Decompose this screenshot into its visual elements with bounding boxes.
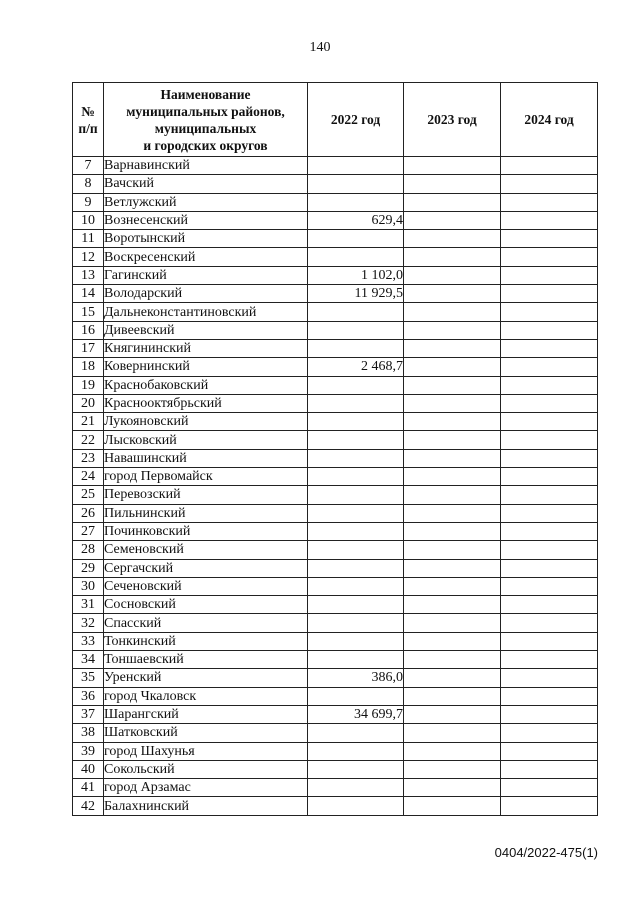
header-2022: 2022 год <box>308 83 404 157</box>
municipality-name: Воскресенский <box>104 248 308 266</box>
value-2023 <box>404 559 501 577</box>
value-2022 <box>308 431 404 449</box>
header-2024: 2024 год <box>501 83 598 157</box>
value-2023 <box>404 211 501 229</box>
document-code: 0404/2022-475(1) <box>494 845 598 860</box>
municipality-name: Навашинский <box>104 449 308 467</box>
municipality-name: Пильнинский <box>104 504 308 522</box>
table-row <box>73 230 598 248</box>
row-number: 8 <box>73 175 104 193</box>
municipality-name: Краснооктябрьский <box>104 394 308 412</box>
value-2022 <box>308 632 404 650</box>
value-2022 <box>308 614 404 632</box>
municipality-name: Воротынский <box>104 230 308 248</box>
value-2023 <box>404 266 501 284</box>
value-2024 <box>501 596 598 614</box>
header-name: Наименование муниципальных районов, муниципальных и городских округов <box>104 83 308 157</box>
value-2023 <box>404 797 501 815</box>
row-number: 22 <box>73 431 104 449</box>
value-2022 <box>308 651 404 669</box>
row-number: 20 <box>73 394 104 412</box>
value-2023 <box>404 705 501 723</box>
table-row <box>73 339 598 357</box>
municipality-name: Сеченовский <box>104 577 308 595</box>
table-row <box>73 577 598 595</box>
value-2023 <box>404 687 501 705</box>
municipality-name: Володарский <box>104 285 308 303</box>
value-2024 <box>501 413 598 431</box>
table-row <box>73 394 598 412</box>
table-row <box>73 596 598 614</box>
value-2023 <box>404 760 501 778</box>
row-number: 10 <box>73 211 104 229</box>
value-2024 <box>501 577 598 595</box>
value-2022 <box>308 394 404 412</box>
value-2023 <box>404 486 501 504</box>
row-number: 38 <box>73 724 104 742</box>
row-number: 28 <box>73 541 104 559</box>
value-2023 <box>404 376 501 394</box>
row-number: 11 <box>73 230 104 248</box>
table-row <box>73 449 598 467</box>
municipality-name: город Чкаловск <box>104 687 308 705</box>
value-2024 <box>501 394 598 412</box>
row-number: 21 <box>73 413 104 431</box>
row-number: 33 <box>73 632 104 650</box>
table-row <box>73 193 598 211</box>
value-2022 <box>308 321 404 339</box>
header-2023: 2023 год <box>404 83 501 157</box>
value-2022 <box>308 303 404 321</box>
value-2024 <box>501 339 598 357</box>
value-2023 <box>404 614 501 632</box>
value-2022: 386,0 <box>308 669 404 687</box>
table-row <box>73 632 598 650</box>
table-row <box>73 468 598 486</box>
municipality-name: Ковернинский <box>104 358 308 376</box>
value-2022 <box>308 449 404 467</box>
table-row <box>73 266 598 284</box>
table-row <box>73 779 598 797</box>
table-row <box>73 321 598 339</box>
row-number: 41 <box>73 779 104 797</box>
table-row <box>73 376 598 394</box>
value-2022 <box>308 157 404 175</box>
value-2024 <box>501 211 598 229</box>
value-2024 <box>501 468 598 486</box>
value-2024 <box>501 541 598 559</box>
value-2022 <box>308 413 404 431</box>
row-number: 15 <box>73 303 104 321</box>
value-2022 <box>308 504 404 522</box>
row-number: 16 <box>73 321 104 339</box>
value-2024 <box>501 669 598 687</box>
table-row <box>73 522 598 540</box>
row-number: 18 <box>73 358 104 376</box>
table-row <box>73 486 598 504</box>
value-2022 <box>308 193 404 211</box>
value-2024 <box>501 779 598 797</box>
municipality-name: Княгининский <box>104 339 308 357</box>
table-row <box>73 413 598 431</box>
value-2022 <box>308 797 404 815</box>
municipality-name: Гагинский <box>104 266 308 284</box>
row-number: 32 <box>73 614 104 632</box>
municipality-name: Уренский <box>104 669 308 687</box>
page-number: 140 <box>309 40 331 55</box>
value-2022 <box>308 468 404 486</box>
value-2023 <box>404 724 501 742</box>
table-row <box>73 358 598 376</box>
municipality-name: Шарангский <box>104 705 308 723</box>
table-row <box>73 211 598 229</box>
row-number: 14 <box>73 285 104 303</box>
value-2022 <box>308 486 404 504</box>
municipality-name: Перевозский <box>104 486 308 504</box>
value-2024 <box>501 175 598 193</box>
value-2023 <box>404 230 501 248</box>
row-number: 17 <box>73 339 104 357</box>
value-2023 <box>404 248 501 266</box>
row-number: 35 <box>73 669 104 687</box>
table-row <box>73 651 598 669</box>
value-2022 <box>308 248 404 266</box>
value-2024 <box>501 157 598 175</box>
municipality-name: Лысковский <box>104 431 308 449</box>
value-2023 <box>404 522 501 540</box>
table-row <box>73 797 598 815</box>
row-number: 30 <box>73 577 104 595</box>
value-2024 <box>501 522 598 540</box>
value-2024 <box>501 376 598 394</box>
value-2023 <box>404 742 501 760</box>
municipality-name: Балахнинский <box>104 797 308 815</box>
value-2024 <box>501 797 598 815</box>
row-number: 9 <box>73 193 104 211</box>
row-number: 12 <box>73 248 104 266</box>
table-row <box>73 614 598 632</box>
value-2024 <box>501 193 598 211</box>
table-body <box>73 157 598 816</box>
municipality-name: Сокольский <box>104 760 308 778</box>
municipality-name: Шатковский <box>104 724 308 742</box>
value-2024 <box>501 266 598 284</box>
table-row <box>73 303 598 321</box>
value-2023 <box>404 577 501 595</box>
table-row <box>73 742 598 760</box>
value-2022: 2 468,7 <box>308 358 404 376</box>
row-number: 36 <box>73 687 104 705</box>
table-row <box>73 760 598 778</box>
value-2022: 1 102,0 <box>308 266 404 284</box>
municipality-name: Вачский <box>104 175 308 193</box>
municipality-name: Семеновский <box>104 541 308 559</box>
table-row <box>73 724 598 742</box>
value-2023 <box>404 541 501 559</box>
row-number: 31 <box>73 596 104 614</box>
value-2024 <box>501 504 598 522</box>
municipality-name: город Арзамас <box>104 779 308 797</box>
value-2024 <box>501 303 598 321</box>
value-2022: 629,4 <box>308 211 404 229</box>
table-row <box>73 559 598 577</box>
value-2023 <box>404 175 501 193</box>
row-number: 24 <box>73 468 104 486</box>
value-2024 <box>501 230 598 248</box>
value-2024 <box>501 431 598 449</box>
value-2023 <box>404 285 501 303</box>
table-row <box>73 541 598 559</box>
value-2024 <box>501 632 598 650</box>
table-row <box>73 504 598 522</box>
row-number: 34 <box>73 651 104 669</box>
row-number: 25 <box>73 486 104 504</box>
row-number: 42 <box>73 797 104 815</box>
value-2022 <box>308 230 404 248</box>
value-2024 <box>501 742 598 760</box>
value-2023 <box>404 504 501 522</box>
value-2024 <box>501 687 598 705</box>
municipality-name: Тонкинский <box>104 632 308 650</box>
value-2024 <box>501 248 598 266</box>
header-num: № п/п <box>73 83 104 157</box>
row-number: 7 <box>73 157 104 175</box>
value-2023 <box>404 651 501 669</box>
row-number: 29 <box>73 559 104 577</box>
municipality-name: город Шахунья <box>104 742 308 760</box>
value-2023 <box>404 431 501 449</box>
table-row <box>73 248 598 266</box>
table-row <box>73 669 598 687</box>
value-2024 <box>501 486 598 504</box>
row-number: 37 <box>73 705 104 723</box>
value-2023 <box>404 413 501 431</box>
value-2022 <box>308 339 404 357</box>
row-number: 39 <box>73 742 104 760</box>
municipality-name: город Первомайск <box>104 468 308 486</box>
municipality-name: Краснобаковский <box>104 376 308 394</box>
municipality-name: Сергачский <box>104 559 308 577</box>
row-number: 40 <box>73 760 104 778</box>
value-2024 <box>501 760 598 778</box>
value-2022 <box>308 596 404 614</box>
value-2022 <box>308 742 404 760</box>
value-2024 <box>501 559 598 577</box>
value-2023 <box>404 468 501 486</box>
value-2023 <box>404 779 501 797</box>
value-2022 <box>308 559 404 577</box>
data-table <box>72 82 598 816</box>
row-number: 23 <box>73 449 104 467</box>
table-row <box>73 285 598 303</box>
value-2024 <box>501 358 598 376</box>
value-2023 <box>404 669 501 687</box>
value-2022: 11 929,5 <box>308 285 404 303</box>
municipality-name: Ветлужский <box>104 193 308 211</box>
value-2022 <box>308 760 404 778</box>
value-2023 <box>404 596 501 614</box>
value-2023 <box>404 394 501 412</box>
table-row <box>73 431 598 449</box>
value-2023 <box>404 321 501 339</box>
row-number: 19 <box>73 376 104 394</box>
value-2022 <box>308 376 404 394</box>
value-2022 <box>308 577 404 595</box>
municipality-name: Вознесенский <box>104 211 308 229</box>
table-row <box>73 705 598 723</box>
row-number: 13 <box>73 266 104 284</box>
municipality-name: Дальнеконстантиновский <box>104 303 308 321</box>
table-row <box>73 687 598 705</box>
table-row <box>73 157 598 175</box>
value-2023 <box>404 449 501 467</box>
municipality-name: Спасский <box>104 614 308 632</box>
value-2024 <box>501 651 598 669</box>
value-2023 <box>404 339 501 357</box>
municipality-name: Починковский <box>104 522 308 540</box>
municipality-name: Дивеевский <box>104 321 308 339</box>
municipality-name: Варнавинский <box>104 157 308 175</box>
municipality-name: Тоншаевский <box>104 651 308 669</box>
value-2022 <box>308 779 404 797</box>
value-2022 <box>308 687 404 705</box>
value-2023 <box>404 157 501 175</box>
municipality-name: Лукояновский <box>104 413 308 431</box>
table-row <box>73 175 598 193</box>
table-header-row <box>73 83 598 157</box>
value-2022 <box>308 522 404 540</box>
value-2022 <box>308 541 404 559</box>
value-2024 <box>501 285 598 303</box>
value-2023 <box>404 358 501 376</box>
value-2024 <box>501 449 598 467</box>
value-2023 <box>404 193 501 211</box>
value-2024 <box>501 724 598 742</box>
value-2024 <box>501 614 598 632</box>
municipality-name: Сосновский <box>104 596 308 614</box>
value-2022 <box>308 724 404 742</box>
value-2024 <box>501 321 598 339</box>
value-2023 <box>404 303 501 321</box>
value-2024 <box>501 705 598 723</box>
row-number: 27 <box>73 522 104 540</box>
value-2022 <box>308 175 404 193</box>
value-2022: 34 699,7 <box>308 705 404 723</box>
value-2023 <box>404 632 501 650</box>
row-number: 26 <box>73 504 104 522</box>
